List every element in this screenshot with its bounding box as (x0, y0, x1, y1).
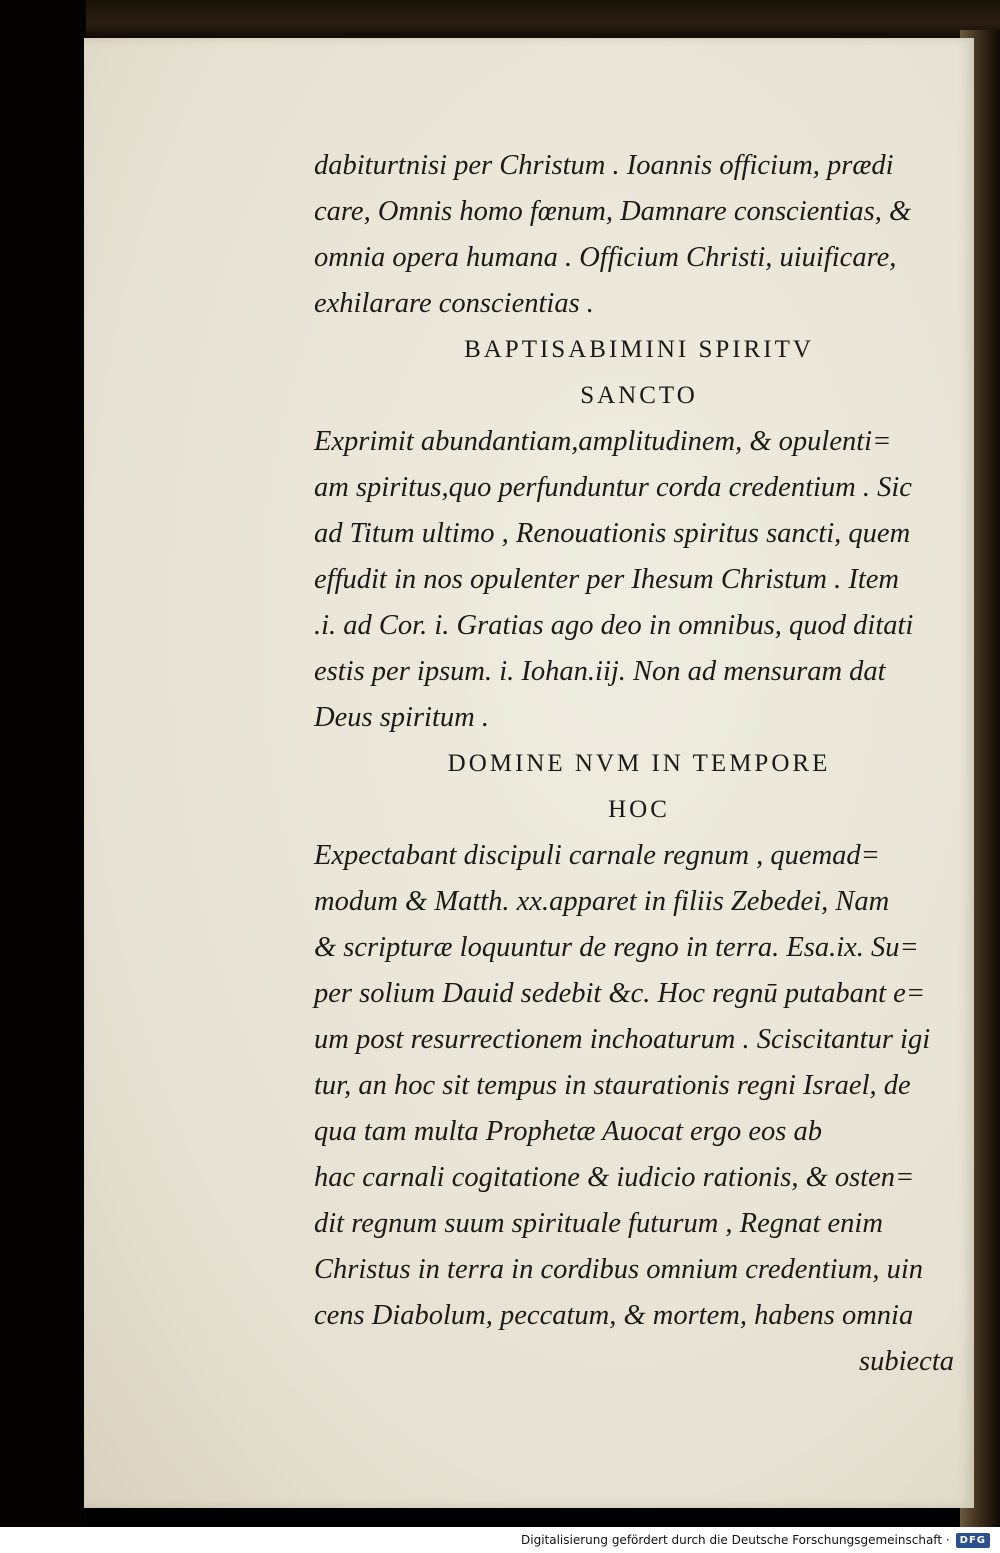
catchword: subiecta (859, 1346, 954, 1377)
page-text-block (314, 143, 964, 1385)
text-line: .i. ad Cor. i. Gratias ago deo in omnibus, quod ditati (314, 610, 914, 641)
section-heading: BAPTISABIMINI SPIRITV (464, 336, 814, 363)
text-line: estis per ipsum. i. Iohan.iij. Non ad mensuram dat (314, 656, 886, 687)
text-line: Exprimit abundantiam,amplitudinem, & opulenti= (314, 426, 892, 457)
text-line: cens Diabolum, peccatum, & mortem, habens omnia (314, 1300, 914, 1331)
section-heading: DOMINE NVM IN TEMPORE (447, 750, 831, 777)
text-line: Christus in terra in cordibus omnium credentium, uin (314, 1254, 924, 1285)
digitization-footer (0, 1527, 1000, 1553)
text-line: tur, an hoc sit tempus in staurationis regni Israel, de (314, 1070, 911, 1101)
text-line: dit regnum suum spirituale futurum , Regnat enim (314, 1208, 883, 1239)
scan-background-left (0, 0, 86, 1553)
text-line: & scripturæ loquuntur de regno in terra. Esa.ix. Su= (314, 932, 919, 963)
dfg-logo: DFG (956, 1533, 990, 1548)
section-heading: SANCTO (580, 382, 698, 409)
text-line: am spiritus,quo perfunduntur corda credentium . Sic (314, 472, 912, 503)
text-line: care, Omnis homo fœnum, Damnare conscientias, & (314, 196, 912, 227)
text-line: dabiturtnisi per Christum . Ioannis officium, prædi (314, 150, 894, 181)
text-line: ad Titum ultimo , Renouationis spiritus sancti, quem (314, 518, 911, 549)
text-line: exhilarare conscientias . (314, 288, 594, 319)
text-line: modum & Matth. xx.apparet in filiis Zebedei, Nam (314, 886, 890, 917)
footer-credit-text: Digitalisierung gefördert durch die Deutsche Forschungsgemeinschaft · (521, 1533, 950, 1547)
text-line: omnia opera humana . Officium Christi, uiuificare, (314, 242, 897, 273)
section-heading: HOC (608, 796, 670, 823)
text-line: effudit in nos opulenter per Ihesum Christum . Item (314, 564, 899, 595)
text-line: per solium Dauid sedebit &c. Hoc regnū putabant e= (314, 978, 926, 1009)
text-line: Deus spiritum . (314, 702, 489, 733)
text-line: um post resurrectionem inchoaturum . Sciscitantur igi (314, 1024, 931, 1055)
text-line: qua tam multa Prophetæ Auocat ergo eos ab (314, 1116, 822, 1147)
scan-background-top (86, 0, 1000, 40)
text-line: hac carnali cogitatione & iudicio rationis, & osten= (314, 1162, 915, 1193)
text-line: Expectabant discipuli carnale regnum , quemad= (314, 840, 880, 871)
